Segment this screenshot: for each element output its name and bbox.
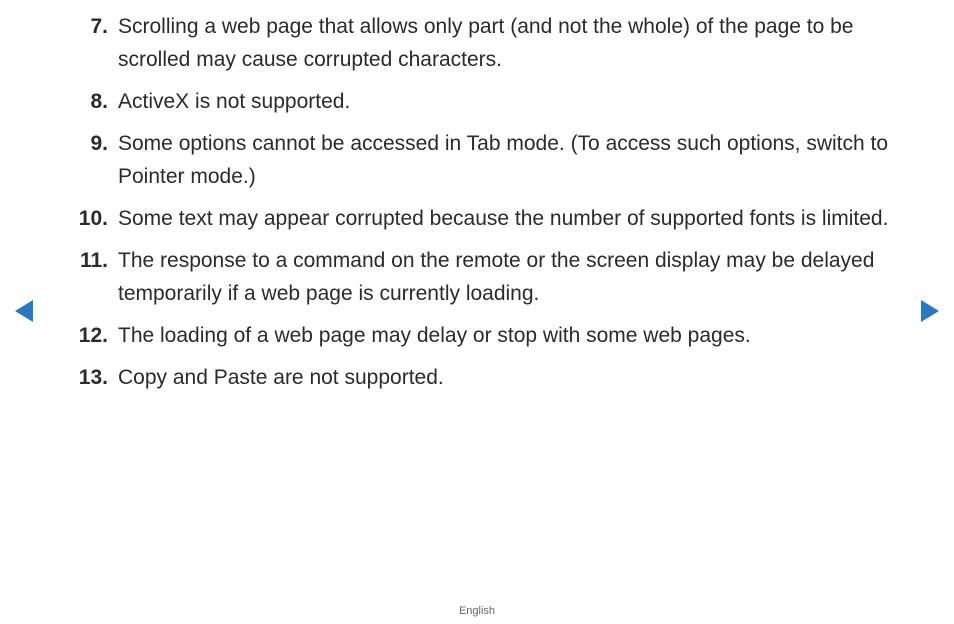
footer-language: English — [458, 605, 496, 617]
numbered-list — [60, 10, 920, 403]
item-text: Some options cannot be accessed in Tab mode. (To access such options, switch to Pointer mode.) — [118, 132, 889, 188]
list-item — [60, 361, 920, 394]
list-item — [60, 85, 920, 118]
item-text: ActiveX is not supported. — [118, 90, 351, 113]
item-text: Copy and Paste are not supported. — [118, 366, 444, 389]
list-item — [60, 319, 920, 352]
item-text: Some text may appear corrupted because the number of supported fonts is limited. — [118, 207, 889, 230]
item-number: 13. — [78, 366, 108, 389]
item-number: 7. — [90, 15, 108, 38]
item-number: 11. — [79, 249, 108, 272]
item-number: 8. — [90, 90, 108, 113]
item-number: 9. — [90, 132, 108, 155]
list-item — [60, 202, 920, 235]
triangle-right-icon[interactable] — [921, 300, 939, 322]
list-item — [60, 244, 920, 310]
triangle-left-icon[interactable] — [15, 300, 33, 322]
list-item — [60, 10, 920, 76]
item-number: 12. — [78, 324, 108, 347]
item-text: The loading of a web page may delay or stop with some web pages. — [118, 324, 751, 347]
item-text: The response to a command on the remote or the screen display may be delayed temporarily if a web page is currently loading. — [118, 249, 875, 305]
list-item — [60, 127, 920, 193]
item-number: 10. — [78, 207, 108, 230]
item-text: Scrolling a web page that allows only part (and not the whole) of the page to be scrolled may cause corrupted characters. — [118, 15, 854, 71]
